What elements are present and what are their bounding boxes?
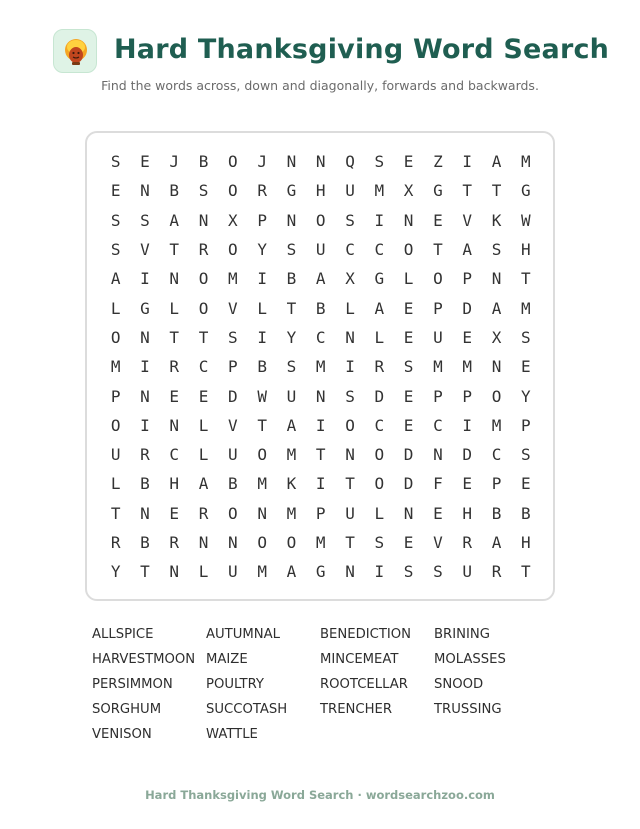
grid-cell: S <box>403 562 414 582</box>
grid-cell: E <box>169 386 180 406</box>
grid-cell: M <box>286 445 297 465</box>
grid-cell: O <box>286 533 297 552</box>
grid-cell: U <box>315 240 326 260</box>
grid-cell: M <box>374 181 385 201</box>
grid-cell: O <box>257 445 267 465</box>
grid-cell: T <box>491 181 502 201</box>
grid-cell: V <box>228 415 238 435</box>
word-list-item: TRENCHER <box>320 702 393 717</box>
grid-cell: A <box>198 474 209 494</box>
grid-cell: E <box>462 327 473 347</box>
grid-cell: B <box>169 181 180 201</box>
grid-cell: E <box>403 152 414 172</box>
word-list <box>92 624 552 749</box>
grid-cell: R <box>374 357 385 377</box>
word-list-item: ROOTCELLAR <box>320 677 408 692</box>
grid-cell: T <box>520 562 531 582</box>
grid-cell: X <box>345 269 355 289</box>
grid-cell: M <box>520 152 531 172</box>
grid-cell: Z <box>433 152 443 172</box>
grid-cell: H <box>520 240 531 260</box>
grid-cell: L <box>110 474 121 494</box>
grid-cell: O <box>110 327 121 347</box>
grid-cell: L <box>198 445 209 465</box>
pilgrim-face-icon <box>63 38 89 66</box>
grid-cell: E <box>433 210 443 230</box>
grid-cell: L <box>110 298 121 318</box>
grid-cell: I <box>315 474 326 494</box>
grid-cell: B <box>198 152 209 172</box>
grid-cell: A <box>491 298 502 318</box>
word-list-item: BRINING <box>434 627 490 642</box>
grid-cell: B <box>140 474 150 494</box>
grid-cell: O <box>228 181 238 201</box>
grid-cell: A <box>315 269 326 289</box>
grid-cell: R <box>491 562 502 582</box>
word-list-item: VENISON <box>92 727 152 742</box>
grid-cell: C <box>433 415 443 435</box>
grid-cell: M <box>257 474 267 494</box>
grid-cell: E <box>110 181 121 201</box>
grid-cell: M <box>315 533 326 552</box>
grid-cell: S <box>198 181 209 201</box>
grid-cell: N <box>257 503 267 523</box>
grid-cell: M <box>491 415 502 435</box>
grid-cell: A <box>491 152 502 172</box>
grid-cell: N <box>169 415 180 435</box>
grid-cell: S <box>110 152 121 172</box>
grid-cell: O <box>433 269 443 289</box>
grid-cell: O <box>374 474 385 494</box>
grid-cell: M <box>462 357 473 377</box>
grid-cell: C <box>315 327 326 347</box>
grid-cell: Q <box>345 152 355 172</box>
word-list-item: AUTUMNAL <box>206 627 280 642</box>
grid-cell: V <box>462 210 473 230</box>
logo <box>53 29 97 73</box>
grid-cell: E <box>462 474 473 494</box>
grid-cell: O <box>198 269 209 289</box>
grid-cell: R <box>198 240 209 260</box>
grid-cell: E <box>403 386 414 406</box>
grid-cell: S <box>228 327 238 347</box>
grid-cell: E <box>403 298 414 318</box>
grid-cell: N <box>345 327 355 347</box>
grid-cell: P <box>110 386 121 406</box>
grid-cell: O <box>345 415 355 435</box>
grid-cell: U <box>228 445 238 465</box>
grid-cell: P <box>433 298 443 318</box>
grid-cell: L <box>257 298 267 318</box>
grid-cell: E <box>520 474 531 494</box>
grid-cell: N <box>491 357 502 377</box>
grid-cell: X <box>491 327 502 347</box>
grid-cell: V <box>433 533 443 552</box>
grid-cell: E <box>140 152 150 172</box>
grid-cell: C <box>345 240 355 260</box>
grid-cell: N <box>315 386 326 406</box>
grid-cell: D <box>462 298 473 318</box>
grid-cell: O <box>228 152 238 172</box>
grid-cell: N <box>345 445 355 465</box>
grid-cell: I <box>140 269 150 289</box>
grid-cell: W <box>257 386 267 406</box>
word-list-item: BENEDICTION <box>320 627 412 642</box>
grid-cell: D <box>403 474 414 494</box>
grid-cell: D <box>462 445 473 465</box>
grid-cell: A <box>462 240 473 260</box>
grid-cell: Y <box>257 240 267 260</box>
grid-cell: R <box>169 533 180 552</box>
grid-cell: S <box>374 533 385 552</box>
grid-cell: O <box>228 240 238 260</box>
grid-cell: G <box>140 298 150 318</box>
grid-cell: T <box>345 533 355 552</box>
grid-cell: S <box>140 210 150 230</box>
grid-cell: N <box>198 533 209 552</box>
grid-cell: H <box>315 181 326 201</box>
word-list-item: SNOOD <box>434 677 484 692</box>
grid-cell: R <box>257 181 267 201</box>
grid-cell: U <box>345 503 355 523</box>
grid-cell: L <box>374 503 385 523</box>
grid-cell: S <box>286 240 297 260</box>
grid-cell: S <box>345 210 355 230</box>
word-list-item: ALLSPICE <box>92 627 154 642</box>
grid-cell: K <box>286 474 297 494</box>
grid-cell: T <box>169 327 180 347</box>
grid-cell: E <box>403 533 414 552</box>
grid-cell: R <box>169 357 180 377</box>
grid-cell: B <box>286 269 297 289</box>
grid-cell: U <box>345 181 355 201</box>
word-list-item: HARVESTMOON <box>92 652 196 667</box>
grid-cell: N <box>140 386 150 406</box>
grid-cell: H <box>520 533 531 552</box>
grid-cell: T <box>257 415 267 435</box>
grid-cell: U <box>462 562 473 582</box>
word-list-item: PERSIMMON <box>92 677 173 692</box>
grid-cell: J <box>257 152 267 172</box>
grid-cell: P <box>257 210 267 230</box>
grid-cell: Y <box>286 327 297 347</box>
grid-cell: W <box>520 210 531 230</box>
page-title: Hard Thanksgiving Word Search <box>114 34 610 65</box>
grid-cell: V <box>228 298 238 318</box>
grid-cell: O <box>403 240 414 260</box>
grid-cell: T <box>433 240 443 260</box>
grid-cell: K <box>491 210 502 230</box>
letter-grid <box>101 147 540 586</box>
grid-cell: E <box>198 386 209 406</box>
grid-cell: R <box>198 503 209 523</box>
grid-cell: M <box>520 298 531 318</box>
grid-cell: U <box>286 386 297 406</box>
grid-cell: I <box>140 357 150 377</box>
grid-cell: S <box>110 210 121 230</box>
grid-cell: I <box>257 269 267 289</box>
grid-cell: T <box>140 562 150 582</box>
grid-cell: G <box>286 181 297 201</box>
grid-cell: S <box>520 445 531 465</box>
grid-cell: G <box>315 562 326 582</box>
grid-cell: S <box>286 357 297 377</box>
grid-cell: N <box>169 562 180 582</box>
grid-cell: L <box>374 327 385 347</box>
grid-cell: T <box>462 181 473 201</box>
grid-cell: S <box>433 562 443 582</box>
grid-cell: L <box>169 298 180 318</box>
grid-cell: I <box>374 562 385 582</box>
grid-cell: E <box>433 503 443 523</box>
grid-cell: N <box>286 152 297 172</box>
grid-cell: N <box>140 327 150 347</box>
grid-cell: L <box>198 415 209 435</box>
grid-cell: T <box>345 474 355 494</box>
grid-cell: S <box>491 240 502 260</box>
grid-cell: A <box>286 562 297 582</box>
grid-cell: I <box>345 357 355 377</box>
grid-cell: T <box>169 240 180 260</box>
word-list-item: SORGHUM <box>92 702 162 717</box>
grid-cell: M <box>433 357 443 377</box>
grid-cell: T <box>198 327 209 347</box>
grid-cell: L <box>403 269 414 289</box>
grid-cell: N <box>315 152 326 172</box>
grid-cell: T <box>110 503 121 523</box>
word-list-item: MAIZE <box>206 652 248 667</box>
page-header <box>0 28 640 76</box>
grid-cell: E <box>520 357 531 377</box>
grid-cell: B <box>140 533 150 552</box>
grid-cell: M <box>257 562 267 582</box>
grid-cell: T <box>315 445 326 465</box>
word-list-item: MINCEMEAT <box>320 652 399 667</box>
grid-cell: A <box>286 415 297 435</box>
grid-cell: I <box>315 415 326 435</box>
grid-cell: R <box>110 533 121 552</box>
grid-cell: S <box>520 327 531 347</box>
grid-cell: D <box>228 386 238 406</box>
grid-cell: P <box>462 386 473 406</box>
grid-cell: G <box>433 181 443 201</box>
grid-cell: O <box>257 533 267 552</box>
grid-cell: D <box>374 386 385 406</box>
grid-cell: N <box>403 503 414 523</box>
grid-cell: Y <box>520 386 531 406</box>
grid-cell: C <box>374 415 385 435</box>
grid-cell: I <box>140 415 150 435</box>
grid-cell: U <box>228 562 238 582</box>
grid-cell: I <box>462 152 473 172</box>
grid-cell: O <box>198 298 209 318</box>
grid-cell: B <box>257 357 267 377</box>
grid-cell: O <box>110 415 121 435</box>
grid-cell: M <box>110 357 121 377</box>
grid-cell: Y <box>110 562 121 582</box>
grid-cell: I <box>257 327 267 347</box>
grid-cell: R <box>140 445 150 465</box>
grid-cell: E <box>169 503 180 523</box>
grid-cell: N <box>140 503 150 523</box>
grid-cell: F <box>433 474 443 494</box>
grid-cell: U <box>110 445 121 465</box>
grid-cell: N <box>228 533 238 552</box>
grid-cell: M <box>315 357 326 377</box>
grid-cell: S <box>110 240 121 260</box>
grid-cell: N <box>286 210 297 230</box>
word-list-item: POULTRY <box>206 677 264 692</box>
grid-cell: U <box>433 327 443 347</box>
grid-cell: O <box>315 210 326 230</box>
grid-cell: N <box>433 445 443 465</box>
grid-cell: T <box>520 269 531 289</box>
grid-cell: O <box>228 503 238 523</box>
word-list-item: SUCCOTASH <box>206 702 288 717</box>
grid-cell: V <box>140 240 150 260</box>
grid-cell: P <box>462 269 473 289</box>
grid-cell: N <box>345 562 355 582</box>
grid-cell: P <box>433 386 443 406</box>
word-list-item: TRUSSING <box>434 702 502 717</box>
grid-cell: M <box>228 269 238 289</box>
grid-cell: E <box>403 415 414 435</box>
grid-cell: S <box>403 357 414 377</box>
grid-cell: B <box>228 474 238 494</box>
grid-cell: X <box>403 181 414 201</box>
grid-cell: N <box>491 269 502 289</box>
grid-cell: A <box>374 298 385 318</box>
grid-cell: P <box>491 474 502 494</box>
grid-cell: G <box>374 269 385 289</box>
grid-cell: J <box>169 152 180 172</box>
grid-cell: C <box>198 357 209 377</box>
grid-cell: A <box>169 210 180 230</box>
grid-cell: I <box>374 210 385 230</box>
grid-cell: A <box>491 533 502 552</box>
grid-cell: B <box>491 503 502 523</box>
puzzle-grid-frame <box>85 131 555 601</box>
grid-cell: N <box>169 269 180 289</box>
grid-cell: S <box>345 386 355 406</box>
grid-cell: T <box>286 298 297 318</box>
grid-cell: D <box>403 445 414 465</box>
grid-cell: C <box>491 445 502 465</box>
grid-cell: P <box>315 503 326 523</box>
grid-cell: B <box>520 503 531 523</box>
grid-cell: N <box>403 210 414 230</box>
grid-cell: S <box>374 152 385 172</box>
grid-cell: C <box>374 240 385 260</box>
footer: Hard Thanksgiving Word Search · wordsearchzoo.com <box>145 788 495 802</box>
grid-cell: B <box>315 298 326 318</box>
grid-cell: M <box>286 503 297 523</box>
grid-cell: N <box>198 210 209 230</box>
grid-cell: O <box>491 386 502 406</box>
grid-cell: G <box>520 181 531 201</box>
instructions: Find the words across, down and diagonally, forwards and backwards. <box>101 78 539 93</box>
grid-cell: R <box>462 533 473 552</box>
grid-cell: L <box>345 298 355 318</box>
grid-cell: C <box>169 445 180 465</box>
grid-cell: O <box>374 445 385 465</box>
grid-cell: H <box>462 503 473 523</box>
grid-cell: A <box>110 269 121 289</box>
grid-cell: E <box>403 327 414 347</box>
grid-cell: I <box>462 415 473 435</box>
grid-cell: P <box>228 357 238 377</box>
grid-cell: P <box>520 415 531 435</box>
word-list-item: MOLASSES <box>434 652 506 667</box>
word-list-item: WATTLE <box>206 727 258 742</box>
grid-cell: H <box>169 474 180 494</box>
grid-cell: L <box>198 562 209 582</box>
grid-cell: N <box>140 181 150 201</box>
grid-cell: X <box>228 210 238 230</box>
